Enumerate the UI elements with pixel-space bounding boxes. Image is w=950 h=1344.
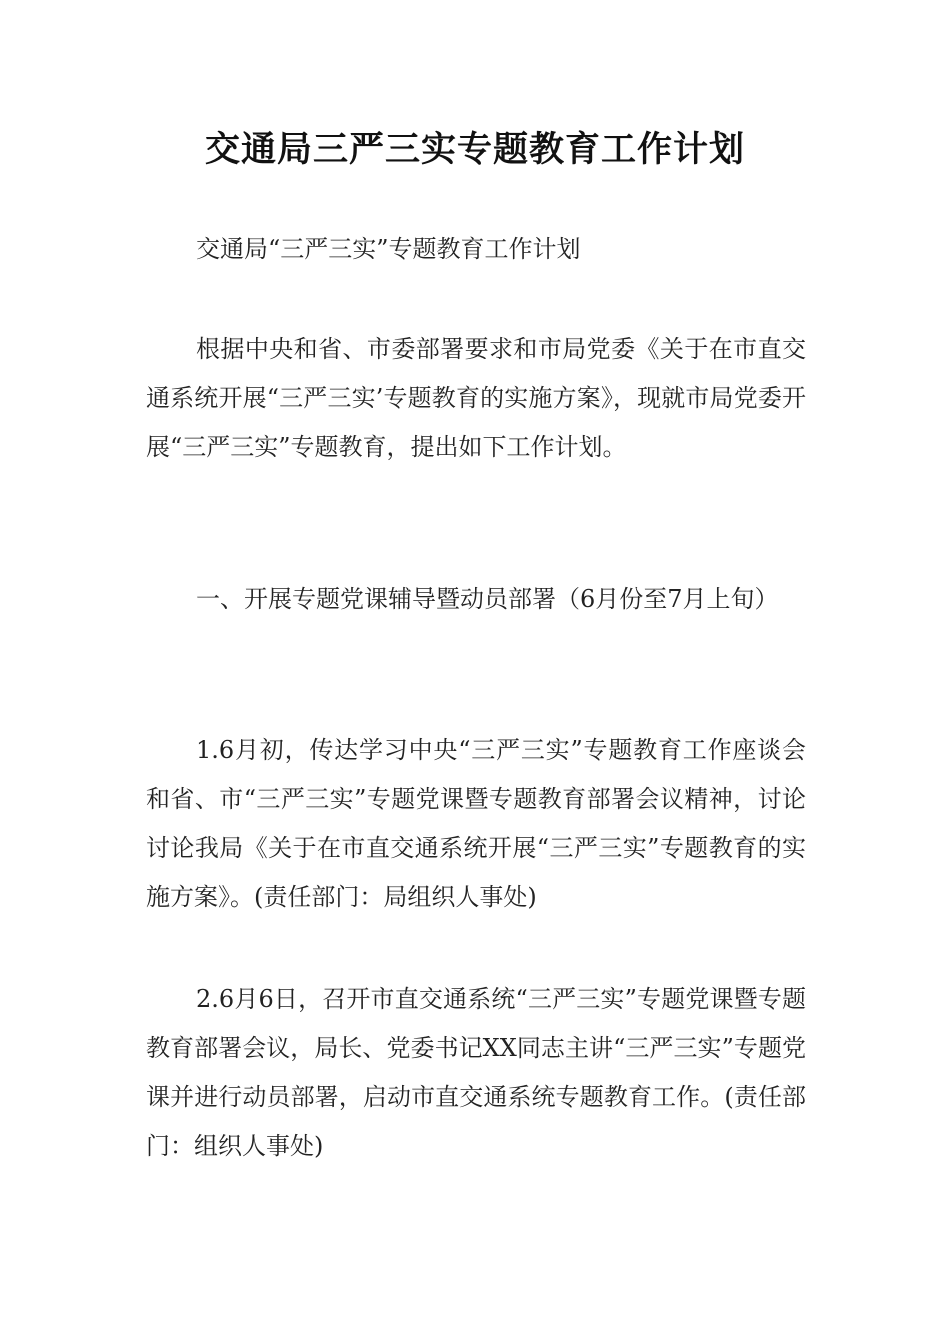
list-item-1: 1.6月初，传达学习中央“三严三实”专题教育工作座谈会和省、市“三严三实”专题党课暨专题教育部署会议精神，讨论讨论我局《关于在市直交通系统开展“三严三实”专题教育的实施方案》。(责任部门：局组织人事处) (146, 736, 806, 911)
subtitle-paragraph: 交通局“三严三实”专题教育工作计划 (196, 235, 581, 263)
intro-paragraph: 根据中央和省、市委部署要求和市局党委《关于在市直交通系统开展“三严三实’专题教育的实施方案》，现就市局党委开展“三严三实”专题教育，提出如下工作计划。 (146, 335, 806, 461)
list-item-2: 2.6月6日，召开市直交通系统“三严三实”专题党课暨专题教育部署会议，局长、党委书记XX同志主讲“三严三实”专题党课并进行动员部署，启动市直交通系统专题教育工作。(责任部门：组织人事处) (146, 985, 806, 1160)
section-heading-1: 一、开展专题党课辅导暨动员部署（6月份至7月上旬） (196, 585, 779, 613)
document-title: 交通局三严三实专题教育工作计划 (204, 130, 745, 170)
